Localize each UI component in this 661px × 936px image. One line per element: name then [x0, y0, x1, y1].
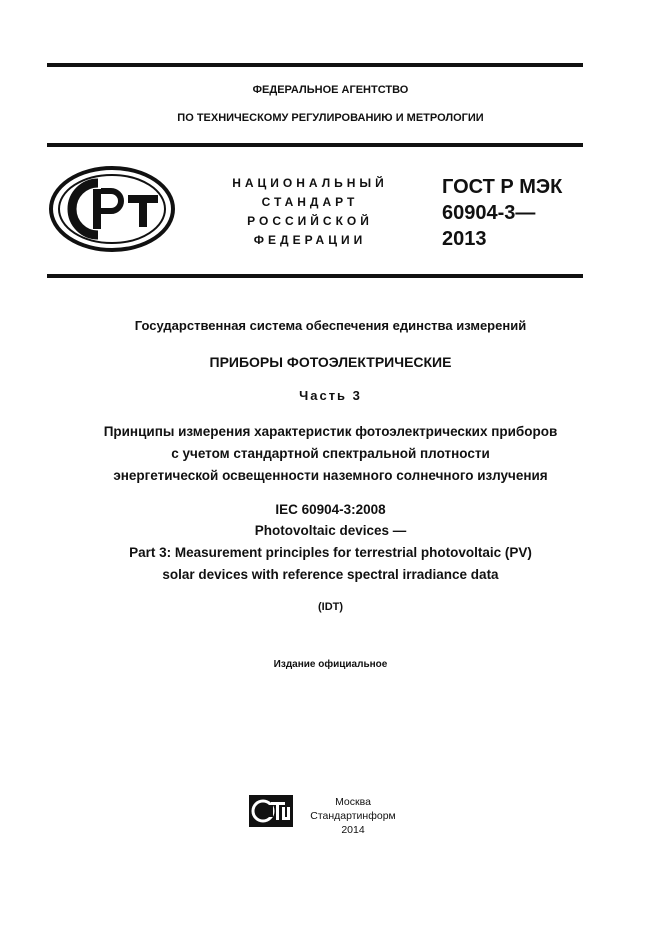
iec-title-line-2: Part 3: Measurement principles for terrestrial photovoltaic (PV) [129, 545, 532, 560]
subtitle-line-2: с учетом стандартной спектральной плотности [171, 446, 490, 461]
type-line-2: СТАНДАРТ [261, 195, 359, 209]
publisher-logo [249, 795, 293, 827]
main-title: ПРИБОРЫ ФОТОЭЛЕКТРИЧЕСКИЕ [209, 354, 452, 370]
iec-title-line-1: Photovoltaic devices — [254, 523, 407, 538]
block-rule [47, 274, 583, 278]
standard-type [215, 174, 405, 250]
publisher-city: Москва [335, 796, 371, 808]
subtitle-line-3: энергетической освещенности наземного солнечного излучения [113, 468, 548, 483]
code-line-1: ГОСТ Р МЭК [442, 176, 563, 198]
series-title: Государственная система обеспечения единства измерений [134, 318, 527, 333]
header-rule [47, 143, 583, 147]
type-line-1: НАЦИОНАЛЬНЫЙ [232, 176, 388, 190]
subtitle-line-1: Принципы измерения характеристик фотоэлектрических приборов [103, 424, 558, 439]
gost-logo [48, 165, 176, 253]
agency-line-1: ФЕДЕРАЛЬНОЕ АГЕНТСТВО [252, 84, 409, 96]
agency-line-2: ПО ТЕХНИЧЕСКОМУ РЕГУЛИРОВАНИЮ И МЕТРОЛОГИИ [177, 112, 484, 124]
iec-reference: IEC 60904-3:2008 [275, 502, 386, 517]
standard-code [442, 174, 602, 252]
publisher-year: 2014 [341, 824, 365, 836]
iec-title-line-3: solar devices with reference spectral irradiance data [162, 567, 499, 582]
code-line-3: 2013 [442, 228, 487, 250]
equivalence-mark: (IDT) [317, 601, 344, 613]
publisher-name: Стандартинформ [310, 810, 396, 822]
publisher-info [298, 795, 408, 837]
code-line-2: 60904-3— [442, 202, 536, 224]
standartinform-logo-icon [249, 795, 293, 827]
type-line-3: РОССИЙСКОЙ [247, 214, 373, 228]
type-line-4: ФЕДЕРАЦИИ [253, 233, 367, 247]
top-rule [47, 63, 583, 67]
edition-label: Издание официальное [273, 659, 388, 670]
gost-logo-icon [48, 165, 176, 253]
part-title: Часть 3 [299, 388, 362, 403]
